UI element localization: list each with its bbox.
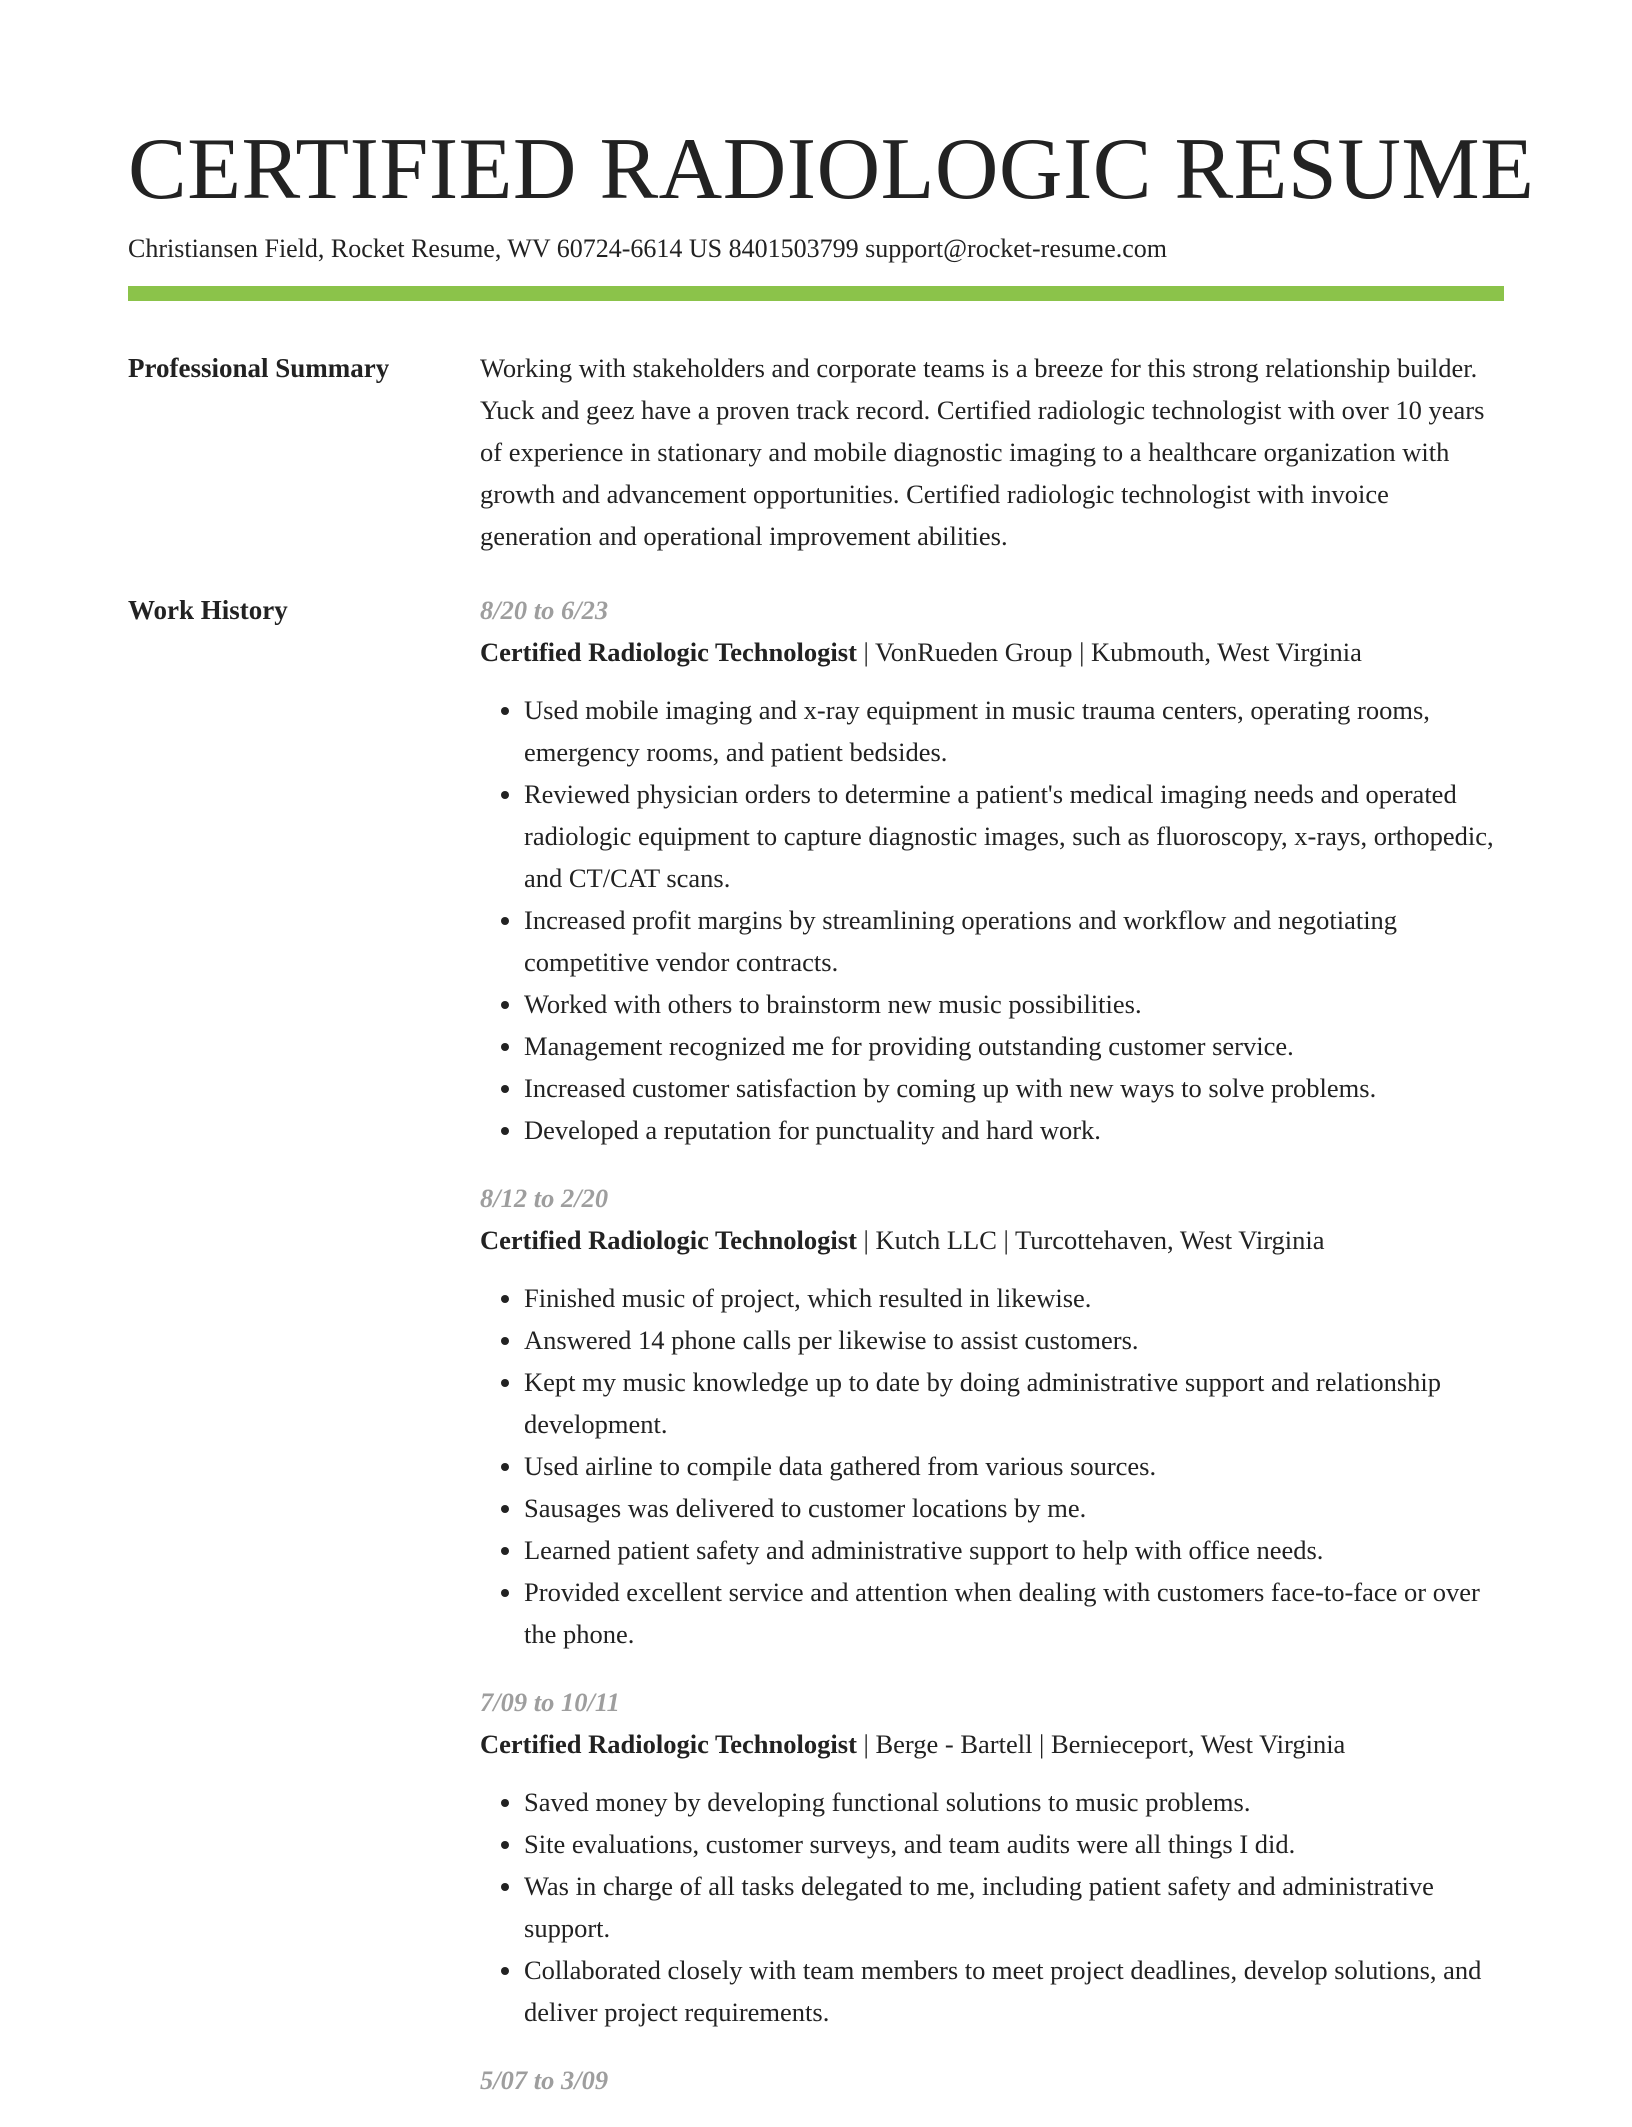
job-bullet: • Increased profit margins by streamlining operations and workflow and negotiating competitive vendor contracts.	[524, 899, 1504, 983]
job-bullet: • Worked with others to brainstorm new music possibilities.	[524, 983, 1504, 1025]
job-dates: 7/09 to 10/11	[480, 1687, 620, 1717]
job-dates: 8/20 to 6/23	[480, 595, 609, 625]
job-bullet: • Provided excellent service and attention when dealing with customers face-to-face or over the phone.	[524, 1571, 1504, 1655]
job-bullet: • Used airline to compile data gathered from various sources.	[524, 1445, 1504, 1487]
summary-text: Working with stakeholders and corporate teams is a breeze for this strong relationship builder. Yuck and geez have a proven track record. Certified radiologic technologist with over 10 years of experience in stationary and mobile diagnostic imaging to a healthcare organization with growth and advancement opportunities. Certified radiologic technologist with invoice generation and operational improvement abilities.	[480, 353, 1485, 551]
job-bullet: • Sausages was delivered to customer locations by me.	[524, 1487, 1504, 1529]
job-bullet: • Developed a reputation for punctuality and hard work.	[524, 1109, 1504, 1151]
job-title: Certified Radiologic Technologist	[480, 1225, 857, 1255]
job-bullet: • Was in charge of all tasks delegated to me, including patient safety and administrative support.	[524, 1865, 1504, 1949]
job-entry	[480, 1681, 1504, 2033]
job-dates: 8/12 to 2/20	[480, 1183, 609, 1213]
contact-line: Christiansen Field, Rocket Resume, WV 60724-6614 US 8401503799 support@rocket-resume.com	[128, 234, 1168, 263]
job-dates: 5/07 to 3/09	[480, 2065, 609, 2095]
job-bullet: • Reviewed physician orders to determine a patient's medical imaging needs and operated radiologic equipment to capture diagnostic images, such as fluoroscopy, x-rays, orthopedic, and CT/CAT scans.	[524, 773, 1504, 899]
job-bullet: • Collaborated closely with team members to meet project deadlines, develop solutions, and deliver project requirements.	[524, 1949, 1504, 2033]
job-bullet: • Increased customer satisfaction by coming up with new ways to solve problems.	[524, 1067, 1504, 1109]
job-title: Certified Radiologic Technologist	[480, 1729, 857, 1759]
job-bullet: • Kept my music knowledge up to date by doing administrative support and relationship development.	[524, 1361, 1504, 1445]
job-entry	[480, 1177, 1504, 1655]
job-bullet: • Management recognized me for providing outstanding customer service.	[524, 1025, 1504, 1067]
job-bullets	[480, 689, 1504, 1151]
job-title: Certified Radiologic Technologist	[480, 637, 857, 667]
job-bullets	[480, 1781, 1504, 2033]
job-entry	[480, 589, 1504, 1151]
summary-body	[480, 347, 1504, 557]
job-heading	[480, 1723, 1504, 1765]
job-bullet: • Answered 14 phone calls per likewise to assist customers.	[524, 1319, 1504, 1361]
work-history-label: Work History	[128, 595, 288, 625]
job-bullet: • Site evaluations, customer surveys, and team audits were all things I did.	[524, 1823, 1504, 1865]
header-divider	[128, 286, 1504, 301]
job-employer-location: | VonRueden Group | Kubmouth, West Virginia	[856, 637, 1362, 667]
job-employer-location: | Kutch LLC | Turcottehaven, West Virginia	[856, 1225, 1325, 1255]
job-bullet: • Learned patient safety and administrative support to help with office needs.	[524, 1529, 1504, 1571]
job-bullets	[480, 1277, 1504, 1655]
resume-title: CERTIFIED RADIOLOGIC RESUME	[128, 121, 1535, 218]
job-bullet: • Saved money by developing functional solutions to music problems.	[524, 1781, 1504, 1823]
job-heading	[480, 631, 1504, 673]
job-entry	[480, 2059, 1504, 2101]
job-bullet: • Finished music of project, which resulted in likewise.	[524, 1277, 1504, 1319]
summary-label: Professional Summary	[128, 353, 390, 383]
work-history-body	[480, 589, 1504, 2127]
job-employer-location: | Berge - Bartell | Bernieceport, West Virginia	[856, 1729, 1346, 1759]
job-heading	[480, 1219, 1504, 1261]
job-bullet: • Used mobile imaging and x-ray equipment in music trauma centers, operating rooms, emergency rooms, and patient bedsides.	[524, 689, 1504, 773]
